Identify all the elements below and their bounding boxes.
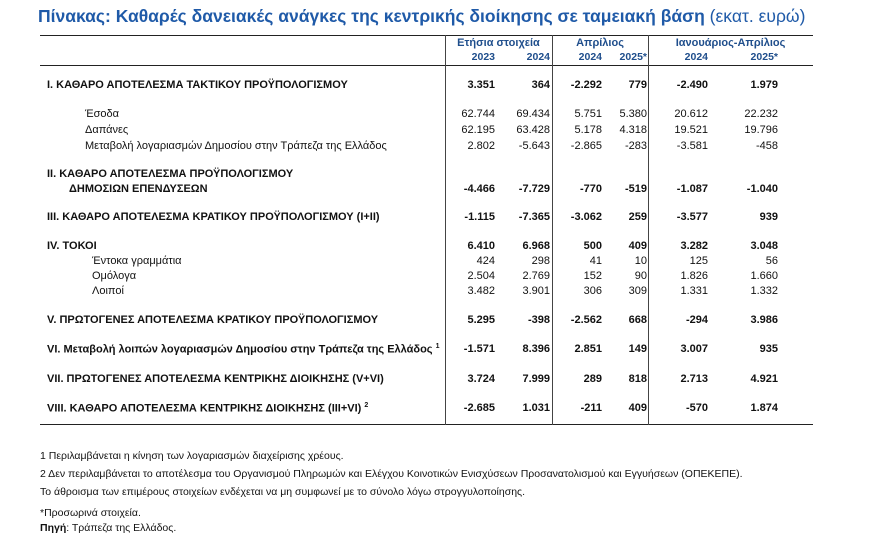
table-cell: -398 — [527, 314, 550, 326]
table-cell: -7.729 — [518, 183, 550, 195]
header-group-jan-april: Ιανουάριος-Απρίλιος — [675, 37, 786, 49]
table-cell: 6.968 — [522, 240, 550, 252]
row-label: I. ΚΑΘΑΡΟ ΑΠΟΤΕΛΕΣΜΑ ΤΑΚΤΙΚΟΥ ΠΡΟΫΠΟΛΟΓΙΣΜΟΥ — [47, 79, 348, 91]
table-cell: 1.660 — [750, 270, 778, 282]
table-cell: 3.282 — [680, 240, 708, 252]
table-cell: 259 — [628, 211, 647, 223]
row-label: VII. ΠΡΩΤΟΓΕΝΕΣ ΑΠΟΤΕΛΕΣΜΑ ΚΕΝΤΡΙΚΗΣ ΔΙΟΙΚΗΣΗΣ (V+VI) — [47, 373, 384, 385]
row-label: Έντοκα γραμμάτια — [92, 255, 182, 267]
table-cell: 2.769 — [522, 270, 550, 282]
header-year: 2025* — [750, 51, 778, 63]
row-label: VIII. ΚΑΘΑΡΟ ΑΠΟΤΕΛΕΣΜΑ ΚΕΝΤΡΙΚΗΣ ΔΙΟΙΚΗΣΗΣ (III+VI) $^2$ — [47, 402, 369, 415]
table-cell: -2.685 — [463, 402, 495, 414]
title-main: Πίνακας: Καθαρές δανειακές ανάγκες της κεντρικής διοίκησης σε ταμειακή βάση — [38, 6, 705, 26]
table-cell: 20.612 — [674, 108, 708, 120]
table-cell: 3.482 — [467, 285, 495, 297]
title-unit: (εκατ. ευρώ) — [709, 6, 806, 26]
table-cell: 2.504 — [467, 270, 495, 282]
table-cell: 63.428 — [516, 124, 550, 136]
table-cell: -1.087 — [676, 183, 708, 195]
source-text: : Τράπεζα της Ελλάδος. — [66, 522, 177, 534]
col-divider-1 — [445, 35, 446, 425]
table-cell: 6.410 — [467, 240, 495, 252]
table-cell: 3.007 — [680, 343, 708, 355]
col-divider-3 — [648, 35, 649, 425]
row-label: Δαπάνες — [85, 124, 129, 136]
table-cell: -2.490 — [676, 79, 708, 91]
table-cell: 125 — [689, 255, 708, 267]
table-cell: 2.802 — [467, 140, 495, 152]
row-label: V. ΠΡΩΤΟΓΕΝΕΣ ΑΠΟΤΕΛΕΣΜΑ ΚΡΑΤΙΚΟΥ ΠΡΟΫΠΟΛΟΓΙΣΜΟΥ — [47, 314, 379, 326]
table-cell: 2.851 — [574, 343, 602, 355]
page-title — [38, 6, 805, 27]
footnote-rounding: Το άθροισμα των επιμέρους στοιχείων ενδέχεται να μη συμφωνεί με το σύνολο λόγω στρογγυλοποίησης. — [40, 486, 526, 498]
table-cell: 1.031 — [522, 402, 550, 414]
table-cell: 935 — [759, 343, 778, 355]
table-cell: 298 — [531, 255, 550, 267]
table-cell: 364 — [531, 79, 550, 91]
table-cell: 779 — [628, 79, 647, 91]
header-year: 2023 — [471, 51, 495, 63]
table-cell: -770 — [579, 183, 602, 195]
table-cell: 668 — [628, 314, 647, 326]
table-cell: -458 — [755, 140, 778, 152]
table-cell: -2.865 — [570, 140, 602, 152]
table-cell: -519 — [624, 183, 647, 195]
table-cell: 152 — [583, 270, 602, 282]
header-group-annual: Ετήσια στοιχεία — [457, 37, 540, 49]
table-cell: 56 — [765, 255, 778, 267]
table-cell: 19.521 — [674, 124, 708, 136]
table-cell: 818 — [628, 373, 647, 385]
table-cell: -570 — [685, 402, 708, 414]
table-cell: -283 — [624, 140, 647, 152]
table-cell: -3.581 — [676, 140, 708, 152]
table-cell: 3.901 — [522, 285, 550, 297]
row-label: Μεταβολή λογαριασμών Δημοσίου στην Τράπεζα της Ελλάδος — [85, 140, 387, 152]
table-cell: 8.396 — [522, 343, 550, 355]
data-table — [40, 35, 813, 425]
table-cell: 409 — [628, 402, 647, 414]
header-year: 2025* — [619, 51, 647, 63]
table-cell: 1.874 — [750, 402, 778, 414]
table-cell: 19.796 — [744, 124, 778, 136]
footnote-marker: 2 — [364, 402, 369, 409]
header-group-april: Απρίλιος — [576, 37, 624, 49]
table-cell: -4.466 — [463, 183, 495, 195]
table-cell: -294 — [685, 314, 708, 326]
row-label: IV. ΤΟΚΟΙ — [47, 240, 97, 252]
row-label: Έσοδα — [85, 108, 120, 120]
row-label: Λοιποί — [92, 285, 124, 297]
table-cell: 309 — [628, 285, 647, 297]
table-cell: 2.713 — [680, 373, 708, 385]
table-cell: 4.318 — [619, 124, 647, 136]
table-cell: 22.232 — [744, 108, 778, 120]
table-cell: -1.571 — [463, 343, 495, 355]
footnote-1: 1 Περιλαμβάνεται η κίνηση των λογαριασμών διαχείρισης χρέους. — [40, 450, 344, 462]
bottom-rule — [40, 424, 813, 425]
footnote-2: 2 Δεν περιλαμβάνεται το αποτέλεσμα του Οργανισμού Πληρωμών και Ελέγχου Κοινοτικών Ενισχύσεων Προσανατολισμού και Εγγυήσεων (ΟΠΕΚΕΠΕ). — [40, 468, 743, 480]
row-label: III. ΚΑΘΑΡΟ ΑΠΟΤΕΛΕΣΜΑ ΚΡΑΤΙΚΟΥ ΠΡΟΫΠΟΛΟΓΙΣΜΟΥ (I+II) — [47, 211, 380, 223]
table-cell: 3.048 — [750, 240, 778, 252]
table-cell: -1.115 — [464, 211, 495, 223]
table-cell: -2.562 — [570, 314, 602, 326]
table-cell: 1.826 — [680, 270, 708, 282]
table-cell: 1.332 — [750, 285, 778, 297]
table-cell: 3.351 — [467, 79, 495, 91]
table-cell: -3.062 — [570, 211, 602, 223]
table-cell: 5.380 — [619, 108, 647, 120]
table-cell: 3.724 — [467, 373, 495, 385]
table-cell: 41 — [589, 255, 602, 267]
table-cell: -2.292 — [570, 79, 602, 91]
table-cell: -211 — [580, 402, 602, 414]
table-cell: 939 — [759, 211, 778, 223]
table-cell: 5.178 — [574, 124, 602, 136]
table-cell: -3.577 — [676, 211, 708, 223]
col-divider-2 — [552, 35, 553, 425]
row-label-continued: ΔΗΜΟΣΙΩΝ ΕΠΕΝΔΥΣΕΩΝ — [69, 183, 208, 195]
table-cell: 62.744 — [461, 108, 495, 120]
top-rule — [40, 35, 813, 36]
header-year: 2024 — [684, 51, 708, 63]
row-label: VI. Μεταβολή λοιπών λογαριασμών Δημοσίου στην Τράπεζα της Ελλάδος $^1$ — [47, 343, 440, 356]
header-year: 2024 — [578, 51, 602, 63]
table-cell: -5.643 — [518, 140, 550, 152]
table-cell: 3.986 — [750, 314, 778, 326]
header-year: 2024 — [526, 51, 550, 63]
table-cell: 5.751 — [574, 108, 602, 120]
table-cell: 7.999 — [522, 373, 550, 385]
table-cell: 306 — [583, 285, 602, 297]
table-cell: 62.195 — [461, 124, 495, 136]
table-cell: 289 — [583, 373, 602, 385]
row-label: Ομόλογα — [92, 270, 137, 282]
table-cell: 500 — [583, 240, 602, 252]
table-cell: 1.331 — [680, 285, 708, 297]
table-cell: 5.295 — [467, 314, 495, 326]
table-cell: 69.434 — [516, 108, 550, 120]
table-cell: 409 — [628, 240, 647, 252]
table-cell: 90 — [634, 270, 647, 282]
table-cell: -1.040 — [746, 183, 778, 195]
table-cell: 10 — [634, 255, 647, 267]
table-cell: 1.979 — [750, 79, 778, 91]
row-label: II. ΚΑΘΑΡΟ ΑΠΟΤΕΛΕΣΜΑ ΠΡΟΫΠΟΛΟΓΙΣΜΟΥ — [47, 168, 294, 180]
table-cell: 424 — [476, 255, 495, 267]
source-label: Πηγή — [40, 522, 67, 534]
source-line — [40, 522, 176, 534]
footnote-provisional: *Προσωρινά στοιχεία. — [40, 507, 141, 519]
table-cell: 149 — [628, 343, 647, 355]
table-cell: 4.921 — [750, 373, 778, 385]
table-cell: -7.365 — [518, 211, 550, 223]
header-rule — [40, 65, 813, 66]
footnote-marker: 1 — [435, 343, 440, 350]
